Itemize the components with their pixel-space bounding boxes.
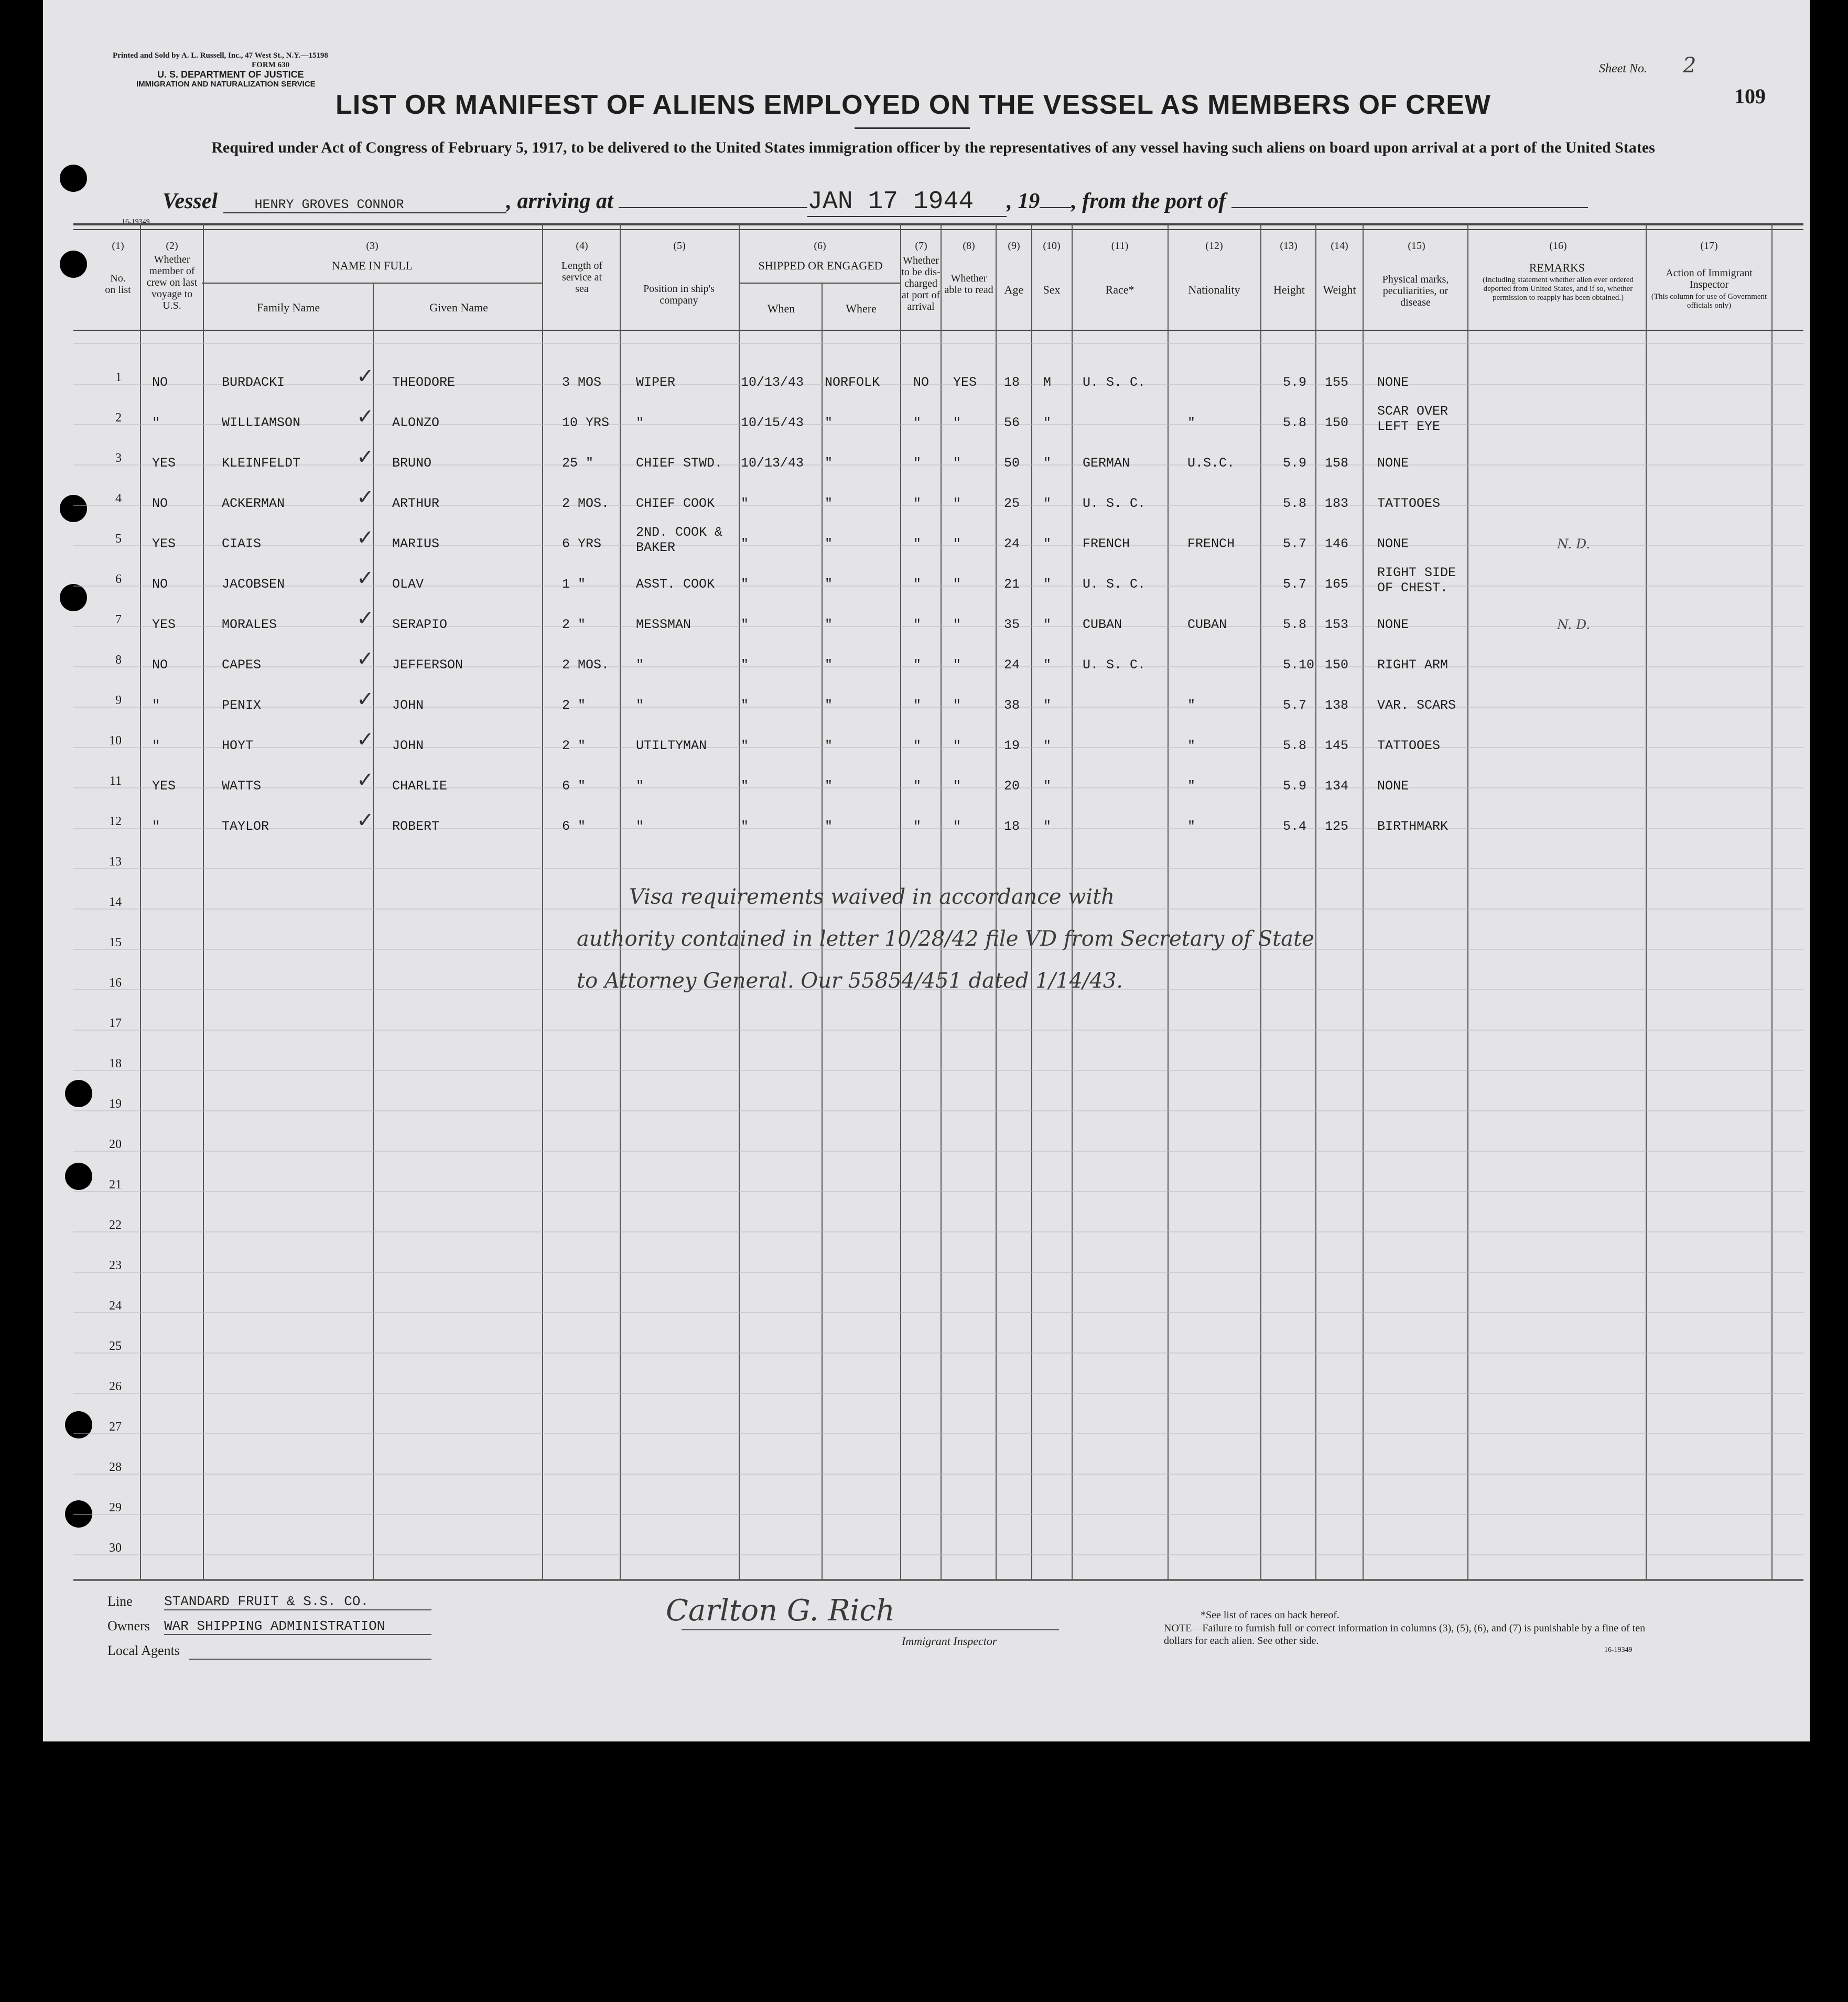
col16-header: REMARKS	[1529, 261, 1585, 274]
discharged-cell: "	[913, 738, 922, 753]
row-number: 19	[109, 1097, 122, 1111]
row-number: 1	[115, 371, 122, 384]
position-cell: CHIEF COOK	[636, 496, 715, 511]
given-name-cell: JEFFERSON	[392, 657, 463, 673]
row-number: 18	[109, 1057, 122, 1070]
physical-marks-cell: NONE	[1377, 536, 1409, 551]
age-cell: 24	[1004, 657, 1020, 673]
service: IMMIGRATION AND NATURALIZATION SERVICE	[136, 80, 316, 89]
arriving-label: , arriving at	[506, 189, 613, 213]
sex-cell: "	[1043, 536, 1052, 551]
row-number: 4	[115, 492, 122, 505]
inspector-signature: Carlton G. Rich	[666, 1594, 895, 1628]
col12-header: Nationality	[1188, 283, 1240, 296]
discharged-cell: "	[913, 657, 922, 673]
physical-marks-cell: VAR. SCARS	[1377, 698, 1456, 713]
page-number: 109	[1734, 84, 1766, 108]
handwritten-note-line: to Attorney General. Our 55854/451 dated 1/14/43.	[577, 969, 1123, 993]
form-number: FORM 630	[252, 61, 290, 69]
col17-note: (This column for use of Government officials only)	[1651, 293, 1767, 310]
col9-number: (9)	[1008, 240, 1020, 252]
checkmark: ✓	[356, 687, 374, 711]
col5-header: Position in ship's company	[643, 283, 715, 306]
given-name-cell: ARTHUR	[392, 496, 440, 511]
shipped-when-cell: "	[741, 496, 749, 511]
able-to-read-cell: "	[953, 536, 961, 551]
col3-header: NAME IN FULL	[332, 259, 413, 272]
last-voyage-cell: "	[152, 738, 160, 753]
sex-cell: "	[1043, 778, 1052, 794]
height-cell: 5.7	[1283, 536, 1307, 551]
col12-number: (12)	[1205, 240, 1223, 252]
family-name-cell: BURDACKI	[222, 375, 285, 390]
discharged-cell: "	[913, 577, 922, 592]
able-to-read-cell: YES	[953, 375, 977, 390]
age-cell: 56	[1004, 415, 1020, 430]
shipped-when-cell: "	[741, 577, 749, 592]
col14-number: (14)	[1331, 240, 1348, 252]
position-cell: WIPER	[636, 375, 676, 390]
remarks-cell: N. D.	[1557, 536, 1591, 551]
row-number: 27	[109, 1420, 122, 1434]
shipped-where-cell: "	[825, 698, 833, 713]
height-cell: 5.7	[1283, 698, 1307, 713]
height-cell: 5.4	[1283, 819, 1307, 834]
races-note: *See list of races on back hereof.	[1201, 1609, 1339, 1621]
shipped-where-cell: "	[825, 456, 833, 471]
row-number: 16	[109, 976, 122, 990]
row-number: 3	[115, 451, 122, 465]
col16-number: (16)	[1549, 240, 1567, 252]
able-to-read-cell: "	[953, 819, 961, 834]
last-voyage-cell: YES	[152, 778, 176, 794]
physical-marks-cell: NONE	[1377, 778, 1409, 794]
nationality-cell: "	[1187, 738, 1196, 753]
col11-header: Race*	[1105, 283, 1134, 296]
service-cell: 6 "	[562, 819, 586, 834]
last-voyage-cell: NO	[152, 657, 168, 673]
owners-label: Owners	[107, 1618, 150, 1633]
col6-header: SHIPPED OR ENGAGED	[758, 259, 883, 272]
row-number: 14	[109, 895, 122, 909]
age-cell: 35	[1004, 617, 1020, 632]
physical-marks-cell: BIRTHMARK	[1377, 819, 1449, 834]
given-name-cell: THEODORE	[392, 375, 456, 390]
last-voyage-cell: "	[152, 415, 160, 430]
checkmark: ✓	[356, 768, 374, 792]
family-name-cell: CIAIS	[222, 536, 262, 551]
physical-marks-cell: NONE	[1377, 456, 1409, 471]
shipped-when-cell: "	[741, 536, 749, 551]
col16-note: (Including statement whether alien ever ordered deported from United States, and if so, whether permission to reapply has been obtained.)	[1483, 276, 1634, 302]
nationality-cell: "	[1187, 778, 1196, 794]
checkmark: ✓	[356, 405, 374, 429]
col2-header: Whether member of crew on last voyage to U.S.	[146, 254, 198, 311]
col4-number: (4)	[576, 240, 588, 252]
col9-header: Age	[1004, 283, 1024, 296]
row-number: 13	[109, 855, 122, 869]
shipped-when-cell: 10/13/43	[741, 375, 804, 390]
able-to-read-cell: "	[953, 617, 961, 632]
shipped-where-cell: "	[825, 657, 833, 673]
physical-marks-cell: TATTOOES	[1377, 738, 1441, 753]
discharged-cell: "	[913, 496, 922, 511]
physical-marks-cell: RIGHT ARM	[1377, 657, 1449, 673]
weight-cell: 155	[1325, 375, 1349, 390]
able-to-read-cell: "	[953, 698, 961, 713]
sex-cell: "	[1043, 456, 1052, 471]
race-cell: U. S. C.	[1083, 657, 1146, 673]
age-cell: 18	[1004, 375, 1020, 390]
col8-header: Whether able to read	[944, 273, 993, 296]
shipped-where-cell: "	[825, 617, 833, 632]
sheet-number: 2	[1683, 53, 1696, 78]
col17-number: (17)	[1700, 240, 1718, 252]
position-cell: ASST. COOK	[636, 577, 715, 592]
checkmark: ✓	[356, 526, 374, 550]
position-cell: "	[636, 778, 644, 794]
family-name-cell: PENIX	[222, 698, 262, 713]
given-name-cell: CHARLIE	[392, 778, 448, 794]
arrival-date: JAN 17 1944	[807, 188, 1007, 217]
family-name-cell: ACKERMAN	[222, 496, 285, 511]
age-cell: 38	[1004, 698, 1020, 713]
weight-cell: 158	[1325, 456, 1349, 471]
age-cell: 19	[1004, 738, 1020, 753]
able-to-read-cell: "	[953, 778, 961, 794]
height-cell: 5.10	[1283, 657, 1315, 673]
sex-cell: "	[1043, 415, 1052, 430]
col6-number: (6)	[814, 240, 826, 252]
shipped-when-cell: 10/15/43	[741, 415, 804, 430]
position-cell: "	[636, 657, 644, 673]
row-number: 29	[109, 1501, 122, 1514]
position-cell: "	[636, 819, 644, 834]
position-cell: "	[636, 698, 644, 713]
height-cell: 5.9	[1283, 375, 1307, 390]
weight-cell: 125	[1325, 819, 1349, 834]
line-label: Line	[107, 1594, 133, 1609]
given-name-cell: BRUNO	[392, 456, 432, 471]
checkmark: ✓	[356, 607, 374, 631]
local-agents-label: Local Agents	[107, 1643, 180, 1658]
shipped-when-cell: 10/13/43	[741, 456, 804, 471]
row-number: 6	[115, 572, 122, 586]
service-cell: 6 "	[562, 778, 586, 794]
nationality-cell: "	[1187, 819, 1196, 834]
height-cell: 5.8	[1283, 738, 1307, 753]
age-cell: 25	[1004, 496, 1020, 511]
service-cell: 2 MOS.	[562, 657, 610, 673]
service-cell: 2 "	[562, 617, 586, 632]
row-number: 23	[109, 1259, 122, 1272]
checkmark: ✓	[356, 445, 374, 469]
weight-cell: 165	[1325, 577, 1349, 592]
printer-imprint: Printed and Sold by A. L. Russell, Inc., 47 West St., N.Y.—15198	[113, 51, 328, 60]
sheet-label: Sheet No.	[1599, 62, 1647, 75]
service-cell: 6 YRS	[562, 536, 602, 551]
physical-marks-cell: SCAR OVER LEFT EYE	[1377, 404, 1449, 434]
shipped-when-cell: "	[741, 698, 749, 713]
penalty-note: NOTE—Failure to furnish full or correct information in columns (3), (5), (6), and (7) is punishable by a fine of ten dollars for each alien. See other side.	[1164, 1622, 1646, 1647]
weight-cell: 146	[1325, 536, 1349, 551]
row-number: 17	[109, 1016, 122, 1030]
given-name-cell: OLAV	[392, 577, 424, 592]
col3-number: (3)	[366, 240, 379, 252]
row-number: 5	[115, 532, 122, 546]
weight-cell: 145	[1325, 738, 1349, 753]
checkmark: ✓	[356, 485, 374, 510]
form-code: 16-19349	[122, 218, 150, 226]
physical-marks-cell: NONE	[1377, 375, 1409, 390]
vessel-name: HENRY GROVES CONNOR	[223, 197, 506, 213]
service-cell: 1 "	[562, 577, 586, 592]
checkmark: ✓	[356, 647, 374, 671]
shipped-where-cell: "	[825, 778, 833, 794]
last-voyage-cell: YES	[152, 536, 176, 551]
nationality-cell: "	[1187, 698, 1196, 713]
family-name-cell: JACOBSEN	[222, 577, 285, 592]
shipped-where-cell: "	[825, 536, 833, 551]
discharged-cell: "	[913, 819, 922, 834]
age-cell: 21	[1004, 577, 1020, 592]
from-port-label: , from the port of	[1071, 189, 1226, 213]
row-number: 15	[109, 936, 122, 949]
able-to-read-cell: "	[953, 456, 961, 471]
shipped-where-cell: "	[825, 496, 833, 511]
service-cell: 2 "	[562, 738, 586, 753]
col14-header: Weight	[1323, 283, 1356, 296]
row-number: 20	[109, 1138, 122, 1151]
col3-family-header: Family Name	[256, 301, 320, 314]
given-name-cell: JOHN	[392, 738, 424, 753]
service-cell: 25 "	[562, 456, 594, 471]
page-subtitle: Required under Act of Congress of February 5, 1917, to be delivered to the United States immigration officer by the representatives of any vessel having such aliens on board upon arrival at a port of the United States	[211, 139, 1655, 156]
nationality-cell: FRENCH	[1187, 536, 1235, 551]
given-name-cell: SERAPIO	[392, 617, 448, 632]
height-cell: 5.8	[1283, 617, 1307, 632]
col7-number: (7)	[915, 240, 927, 252]
given-name-cell: JOHN	[392, 698, 424, 713]
shipped-when-cell: "	[741, 657, 749, 673]
able-to-read-cell: "	[953, 577, 961, 592]
able-to-read-cell: "	[953, 496, 961, 511]
family-name-cell: WATTS	[222, 778, 262, 794]
row-number: 9	[115, 694, 122, 707]
shipped-when-cell: "	[741, 819, 749, 834]
vessel-label: Vessel	[163, 189, 218, 213]
last-voyage-cell: "	[152, 819, 160, 834]
given-name-cell: ALONZO	[392, 415, 440, 430]
weight-cell: 150	[1325, 415, 1349, 430]
row-number: 24	[109, 1299, 122, 1313]
col6-when-header: When	[767, 302, 795, 315]
footer-form-code: 16-19349	[1604, 1646, 1633, 1654]
row-number: 11	[109, 774, 122, 788]
col10-header: Sex	[1043, 283, 1061, 296]
checkmark: ✓	[356, 364, 374, 388]
checkmark: ✓	[356, 728, 374, 752]
family-name-cell: TAYLOR	[222, 819, 269, 834]
discharged-cell: "	[913, 617, 922, 632]
col10-number: (10)	[1043, 240, 1061, 252]
family-name-cell: WILLIAMSON	[222, 415, 301, 430]
line-value: STANDARD FRUIT & S.S. CO.	[164, 1594, 369, 1609]
row-number: 10	[109, 734, 122, 748]
able-to-read-cell: "	[953, 415, 961, 430]
checkmark: ✓	[356, 566, 374, 590]
height-cell: 5.9	[1283, 456, 1307, 471]
race-cell: CUBAN	[1083, 617, 1122, 632]
col6-where-header: Where	[846, 302, 877, 315]
last-voyage-cell: YES	[152, 456, 176, 471]
sex-cell: "	[1043, 577, 1052, 592]
shipped-when-cell: "	[741, 778, 749, 794]
col13-header: Height	[1273, 283, 1305, 296]
shipped-where-cell: "	[825, 819, 833, 834]
page-title: LIST OR MANIFEST OF ALIENS EMPLOYED ON THE VESSEL AS MEMBERS OF CREW	[336, 90, 1491, 120]
sex-cell: "	[1043, 657, 1052, 673]
age-cell: 18	[1004, 819, 1020, 834]
row-number: 26	[109, 1380, 122, 1393]
last-voyage-cell: NO	[152, 375, 168, 390]
row-number: 28	[109, 1460, 122, 1474]
family-name-cell: HOYT	[222, 738, 254, 753]
discharged-cell: "	[913, 456, 922, 471]
col7-header: Whether to be dis-charged at port of arrival	[901, 255, 941, 312]
height-cell: 5.8	[1283, 415, 1307, 430]
nationality-cell: "	[1187, 415, 1196, 430]
col3-given-header: Given Name	[429, 301, 488, 314]
service-cell: 2 MOS.	[562, 496, 610, 511]
checkmark: ✓	[356, 808, 374, 832]
nationality-cell: U.S.C.	[1187, 456, 1235, 471]
race-cell: GERMAN	[1083, 456, 1130, 471]
family-name-cell: KLEINFELDT	[222, 456, 301, 471]
row-number: 22	[109, 1218, 122, 1232]
race-cell: U. S. C.	[1083, 577, 1146, 592]
last-voyage-cell: YES	[152, 617, 176, 632]
able-to-read-cell: "	[953, 738, 961, 753]
handwritten-note-line: authority contained in letter 10/28/42 file VD from Secretary of State	[577, 927, 1314, 951]
sex-cell: "	[1043, 819, 1052, 834]
sex-cell: "	[1043, 496, 1052, 511]
sex-cell: "	[1043, 698, 1052, 713]
physical-marks-cell: NONE	[1377, 617, 1409, 632]
sex-cell: "	[1043, 738, 1052, 753]
physical-marks-cell: TATTOOES	[1377, 496, 1441, 511]
discharged-cell: "	[913, 698, 922, 713]
col1-number: (1)	[112, 240, 124, 252]
service-cell: 10 YRS	[562, 415, 610, 430]
height-cell: 5.7	[1283, 577, 1307, 592]
given-name-cell: MARIUS	[392, 536, 440, 551]
position-cell: CHIEF STWD.	[636, 456, 723, 471]
age-cell: 24	[1004, 536, 1020, 551]
weight-cell: 134	[1325, 778, 1349, 794]
race-cell: U. S. C.	[1083, 375, 1146, 390]
weight-cell: 153	[1325, 617, 1349, 632]
col11-number: (11)	[1111, 240, 1129, 252]
position-cell: MESSMAN	[636, 617, 691, 632]
given-name-cell: ROBERT	[392, 819, 440, 834]
shipped-where-cell: "	[825, 738, 833, 753]
discharged-cell: "	[913, 415, 922, 430]
weight-cell: 150	[1325, 657, 1349, 673]
nationality-cell: CUBAN	[1187, 617, 1227, 632]
position-cell: UTILTYMAN	[636, 738, 707, 753]
last-voyage-cell: NO	[152, 496, 168, 511]
race-cell: FRENCH	[1083, 536, 1130, 551]
row-number: 8	[115, 653, 122, 667]
family-name-cell: CAPES	[222, 657, 262, 673]
age-cell: 50	[1004, 456, 1020, 471]
weight-cell: 183	[1325, 496, 1349, 511]
family-name-cell: MORALES	[222, 617, 277, 632]
last-voyage-cell: NO	[152, 577, 168, 592]
row-number: 25	[109, 1339, 122, 1353]
year-label: , 19	[1007, 189, 1040, 213]
last-voyage-cell: "	[152, 698, 160, 713]
owners-value: WAR SHIPPING ADMINISTRATION	[164, 1618, 385, 1634]
physical-marks-cell: RIGHT SIDE OF CHEST.	[1377, 565, 1456, 596]
col15-number: (15)	[1408, 240, 1425, 252]
row-number: 21	[109, 1178, 122, 1192]
weight-cell: 138	[1325, 698, 1349, 713]
col2-number: (2)	[166, 240, 178, 252]
signature-title: Immigrant Inspector	[902, 1635, 997, 1648]
sex-cell: "	[1043, 617, 1052, 632]
handwritten-note-line: Visa requirements waived in accordance with	[629, 885, 1115, 909]
shipped-where-cell: "	[825, 415, 833, 430]
age-cell: 20	[1004, 778, 1020, 794]
shipped-when-cell: "	[741, 738, 749, 753]
row-number: 12	[109, 815, 122, 828]
able-to-read-cell: "	[953, 657, 961, 673]
col17-header: Action of Immigrant Inspector	[1666, 267, 1753, 290]
row-number: 7	[115, 613, 122, 626]
col8-number: (8)	[963, 240, 975, 252]
sex-cell: M	[1043, 375, 1052, 390]
shipped-when-cell: "	[741, 617, 749, 632]
shipped-where-cell: NORFOLK	[825, 375, 880, 390]
discharged-cell: "	[913, 536, 922, 551]
race-cell: U. S. C.	[1083, 496, 1146, 511]
col15-header: Physical marks, peculiarities, or disease	[1382, 274, 1449, 308]
position-cell: "	[636, 415, 644, 430]
position-cell: 2ND. COOK & BAKER	[636, 525, 723, 555]
service-cell: 2 "	[562, 698, 586, 713]
row-number: 2	[115, 411, 122, 425]
shipped-where-cell: "	[825, 577, 833, 592]
service-cell: 3 MOS	[562, 375, 602, 390]
discharged-cell: "	[913, 778, 922, 794]
discharged-cell: NO	[913, 375, 930, 390]
col13-number: (13)	[1280, 240, 1298, 252]
remarks-cell: N. D.	[1557, 617, 1591, 632]
row-number: 30	[109, 1541, 122, 1555]
col1-header: No. on list	[105, 273, 131, 296]
department: U. S. DEPARTMENT OF JUSTICE	[157, 69, 304, 80]
col4-header: Length of service at sea	[561, 260, 603, 295]
height-cell: 5.9	[1283, 778, 1307, 794]
height-cell: 5.8	[1283, 496, 1307, 511]
col5-number: (5)	[673, 240, 686, 252]
